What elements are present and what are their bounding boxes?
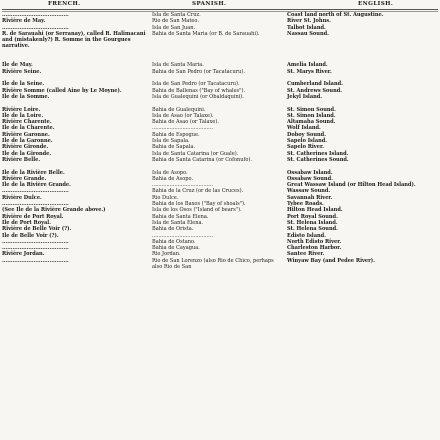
english-cell: St. Catherines Sound. [287,156,349,163]
spanish-cell: Isla de Sapala. [152,138,190,145]
spanish-cell: Bahia de Santa Maria (or B. de Sarauahi). [152,30,260,37]
french-cell: ...................................... [2,245,69,252]
french-cell: Ile de la Loire. [2,112,44,119]
spanish-cell: Isla de Santa Cruz. [152,12,201,18]
english-cell: Santee River. [287,251,325,258]
french-cell: R. de Sarauahi (or Serranay), called R. Halimacani and (mistakenly?) R. Somme in the Gourgues narrative. [2,30,148,50]
english-cell: St. Simon Sound. [287,106,336,113]
english-cell: St. Simon Island. [287,112,336,119]
english-cell: Tybee Roads. [287,201,324,208]
english-cell: River St. Johns. [287,18,331,25]
header-french: FRENCH. [48,1,81,7]
english-cell: Savannah River. [287,194,333,201]
french-cell: Ile de la Seine. [2,81,45,88]
spanish-cell: Bahia de Santa Elena. [152,213,209,220]
english-column [287,12,438,271]
french-cell: Rivière de Belle Voir (?). [2,226,72,233]
french-cell: Ile de la Somme. [2,93,50,100]
english-cell: St. Andrews Sound. [287,87,343,94]
spanish-cell: Rio Dulce. [152,194,179,201]
english-cell: Hilton Head Island. [287,207,343,214]
french-cell: Rivière Loire. [2,106,41,113]
french-cell: Rivière Belle. [2,156,41,163]
french-cell: Rivière Charente. [2,119,52,126]
spanish-cell: Isla de San Pedro (or Tacatacuru). [152,81,240,88]
spanish-cell: Bahia de los Baxos ("Bay of shoals"). [152,201,246,208]
french-cell: Rivière Garonne. [2,131,50,138]
english-cell: St. Helena Sound. [287,226,338,233]
header-spanish: SPANISH. [192,1,227,7]
english-cell: Ossabaw Sound. [287,175,333,182]
french-cell: Ile de May. [2,62,33,69]
english-cell: Cumberland Island. [287,81,343,88]
french-cell: Rivière Somme (called Aine by Le Moyne). [2,87,122,94]
spanish-cell: Bahia de la Cruz (or de las Cruces). [152,188,244,195]
spanish-cell: Isla de Santa Catarina (or Guale). [152,150,239,157]
english-cell: Coast land north of St. Augustine. [287,12,384,18]
spanish-cell: Bahia de Cayagua. [152,245,200,252]
french-cell: Rivière Dulce. [2,194,42,201]
spanish-cell: Bahia de Santa Catarina (or Cofonufo). [152,156,252,163]
spanish-cell: Bahia de Ballenas ("Bay of whales"). [152,87,246,94]
english-cell: St. Catherines Island. [287,150,349,157]
english-cell: Doboy Sound. [287,131,326,138]
spanish-cell: Rio Jordan. [152,251,181,258]
french-cell: ...................................... [2,24,69,31]
spanish-cell: Isla de Santa Elena. [152,219,204,226]
english-cell: Winyaw Bay (and Pedee River). [287,257,375,264]
french-cell: Rivière Jordan. [2,251,45,258]
spanish-cell: Bahia de Espogue. [152,131,200,138]
spanish-cell: Rio de San Mateo. [152,18,199,25]
french-cell: Ile de Port Royal. [2,219,51,226]
english-cell: Nassau Sound. [287,30,329,37]
english-cell: Wolf Island. [287,125,321,132]
english-cell: Charleston Harbor. [287,245,342,252]
french-cell: ...................................... [2,188,69,195]
french-cell: (See Ile de la Rivière Grande above.) [2,207,106,214]
french-cell: ...................................... [2,201,69,208]
spanish-cell: ...................................... [152,232,213,239]
english-cell: Ossabaw Island. [287,169,333,176]
french-cell: Ile de la Rivière Grande. [2,182,71,189]
spanish-cell: Bahia de Ostano. [152,238,196,245]
french-cell: Rivière Seine. [2,68,42,75]
spanish-cell: Bahia de Gualequini. [152,106,206,113]
spanish-cell: Rio de San Lorenzo (also Rio de Chico, perhaps also Rio de San [152,257,276,270]
english-cell: Amelia Island. [287,62,328,69]
spanish-column [152,12,284,271]
english-cell: Talbot Island. [287,24,326,31]
french-cell: ...................................... [2,12,69,18]
french-cell: Ile de Belle Voir (?). [2,232,59,239]
spanish-cell: Bahia de San Pedro (or Tacatacuru). [152,68,245,75]
spanish-cell: Isla de Gualequini (or Obaldaquini). [152,93,244,100]
french-column [2,12,150,271]
spanish-cell: Bahia de Asao (or Talaxe). [152,119,219,126]
french-cell: Ile de la Charente. [2,125,55,132]
english-cell: Port Royal Sound. [287,213,338,220]
french-cell: Rivière de May. [2,18,46,25]
english-cell: Edisto Island. [287,232,326,239]
french-cell: Ile de la Gironde. [2,150,52,157]
english-cell: St. Helena Island. [287,219,338,226]
english-cell: Wassaw Sound. [287,188,331,195]
english-cell: Sapelo Island. [287,138,328,145]
spanish-cell: ...................................... [152,125,213,132]
french-cell: Rivière Grande. [2,175,47,182]
french-cell: Rivière de Port Royal. [2,213,64,220]
english-cell: Sapelo River. [287,144,324,151]
spanish-cell: Bahia de Asopo. [152,175,194,182]
spanish-cell: Bahia de Sapala. [152,144,195,151]
spanish-cell: Isla de los Osos ("Island of bears"). [152,207,242,214]
spanish-cell: Isla de Asopo. [152,169,188,176]
english-cell: St. Marys River. [287,68,332,75]
french-cell: ...................................... [2,257,69,264]
spanish-cell: ...................................... [152,182,213,189]
english-cell: Altamaha Sound. [287,119,336,126]
spanish-cell: Bahia de Orista. [152,226,194,233]
french-cell: ...................................... [2,238,69,245]
header-english: ENGLISH. [358,1,394,7]
french-cell: Ile de la Rivière Belle. [2,169,65,176]
french-cell: Ile de la Garonne. [2,138,53,145]
header-rule [2,9,438,10]
spanish-cell: Isla de Santa Maria. [152,62,204,69]
french-cell: Rivière Gironde. [2,144,49,151]
english-cell: Jekyl Island. [287,93,323,100]
english-cell: North Edisto River. [287,238,342,245]
english-cell: Great Wassaw Island (or Hilton Head Island). [287,182,416,189]
spanish-cell: Isla de Asao (or Talaxe). [152,112,214,119]
spanish-cell: Isla de San Juan. [152,24,196,31]
